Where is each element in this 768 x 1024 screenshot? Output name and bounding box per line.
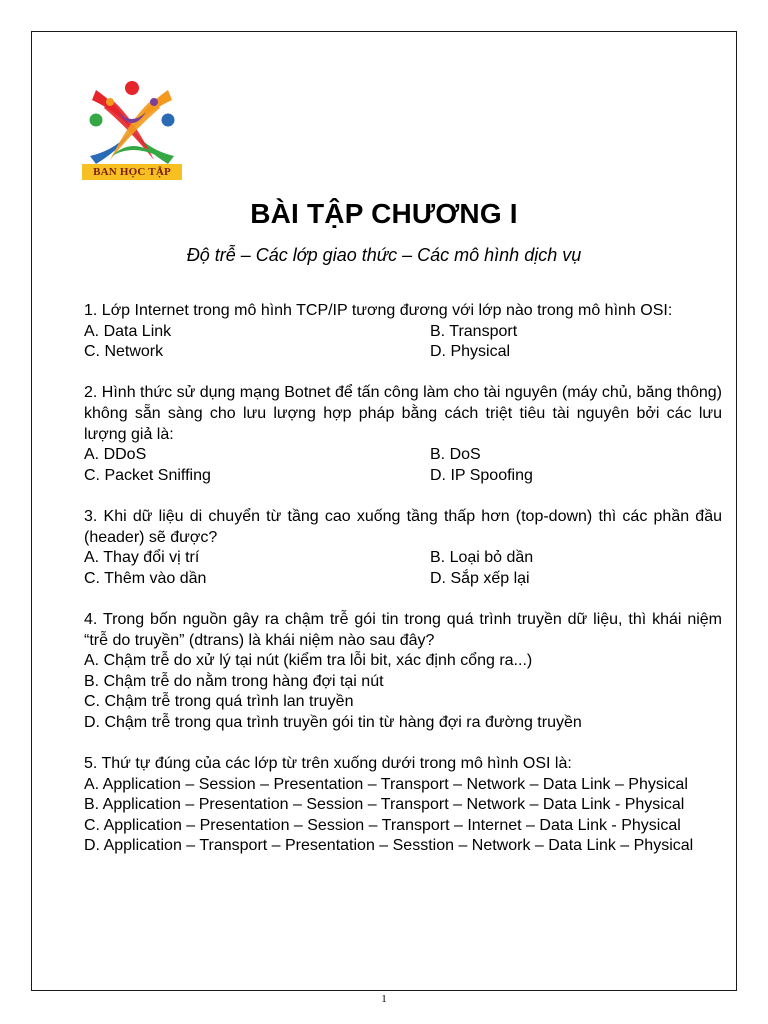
option-a: A. Chậm trễ do xử lý tại nút (kiểm tra lỗi bit, xác định cổng ra...) [84,652,533,670]
option-a: A. DDoS [84,446,147,464]
option-b: B. Application – Presentation – Session – Transport – Network – Data Link - Physical [84,796,685,814]
options-row [84,466,722,487]
option-d: D. IP Spoofing [430,466,533,484]
option-c: C. Thêm vào dần [84,569,207,587]
ban-hoc-tap-logo [82,78,182,182]
options-row [84,548,722,569]
option-a: A. Data Link [84,322,172,340]
question-list [84,301,722,857]
question-text: 2. Hình thức sử dụng mạng Botnet để tấn công làm cho tài nguyên (máy chủ, băng thông) không sẵn sàng cho lưu lượng hợp pháp bằng cách triệt tiêu tài nguyên bởi các lưu lượng giả là: [84,384,722,443]
page-subtitle: Độ trễ – Các lớp giao thức – Các mô hình dịch vụ [186,245,582,265]
question-text: 3. Khi dữ liệu di chuyển từ tầng cao xuống tầng thấp hơn (top-down) thì các phần đầu (header) sẽ được? [84,507,722,546]
option-d: D. Application – Transport – Presentation – Sesstion – Network – Data Link – Physical [84,837,694,855]
option-a: A. Application – Session – Presentation – Transport – Network – Data Link – Physical [84,775,688,793]
option-c: C. Application – Presentation – Session – Transport – Internet – Data Link - Physical [84,816,681,834]
question-3 [84,507,722,589]
option-c: C. Network [84,343,164,361]
option-b: B. Loại bỏ dần [430,549,534,567]
question-text: 4. Trong bốn nguồn gây ra chậm trễ gói tin trong quá trình truyền dữ liệu, thì khái niệm “trễ do truyền” (dtrans) là khái niệm nào sau đây? [84,610,722,649]
option-d: D. Sắp xếp lại [430,569,530,587]
options-row [84,569,722,590]
options-row [84,322,722,343]
question-4 [84,610,722,734]
option-b: B. DoS [430,446,481,464]
option-a: A. Thay đổi vị trí [84,549,200,567]
question-1 [84,301,722,363]
option-c: C. Chậm trễ trong quá trình lan truyền [84,693,354,711]
page-number: 1 [381,993,387,1005]
question-text: 1. Lớp Internet trong mô hình TCP/IP tương đương với lớp nào trong mô hình OSI: [84,302,673,319]
page-title: BÀI TẬP CHƯƠNG I [250,198,518,229]
option-d: D. Chậm trễ trong qua trình truyền gói tin từ hàng đợi ra đường truyền [84,713,582,731]
option-c: C. Packet Sniffing [84,466,211,484]
option-b: B. Chậm trễ do nằm trong hàng đợi tại nút [84,672,384,690]
options-row [84,445,722,466]
logo-label: BAN HỌC TẬP [93,166,171,178]
options-row [84,342,722,363]
question-text: 5. Thứ tự đúng của các lớp từ trên xuống dưới trong mô hình OSI là: [84,755,572,773]
question-2 [84,383,722,486]
option-d: D. Physical [430,343,511,361]
option-b: B. Transport [430,322,518,340]
question-5 [84,754,722,857]
